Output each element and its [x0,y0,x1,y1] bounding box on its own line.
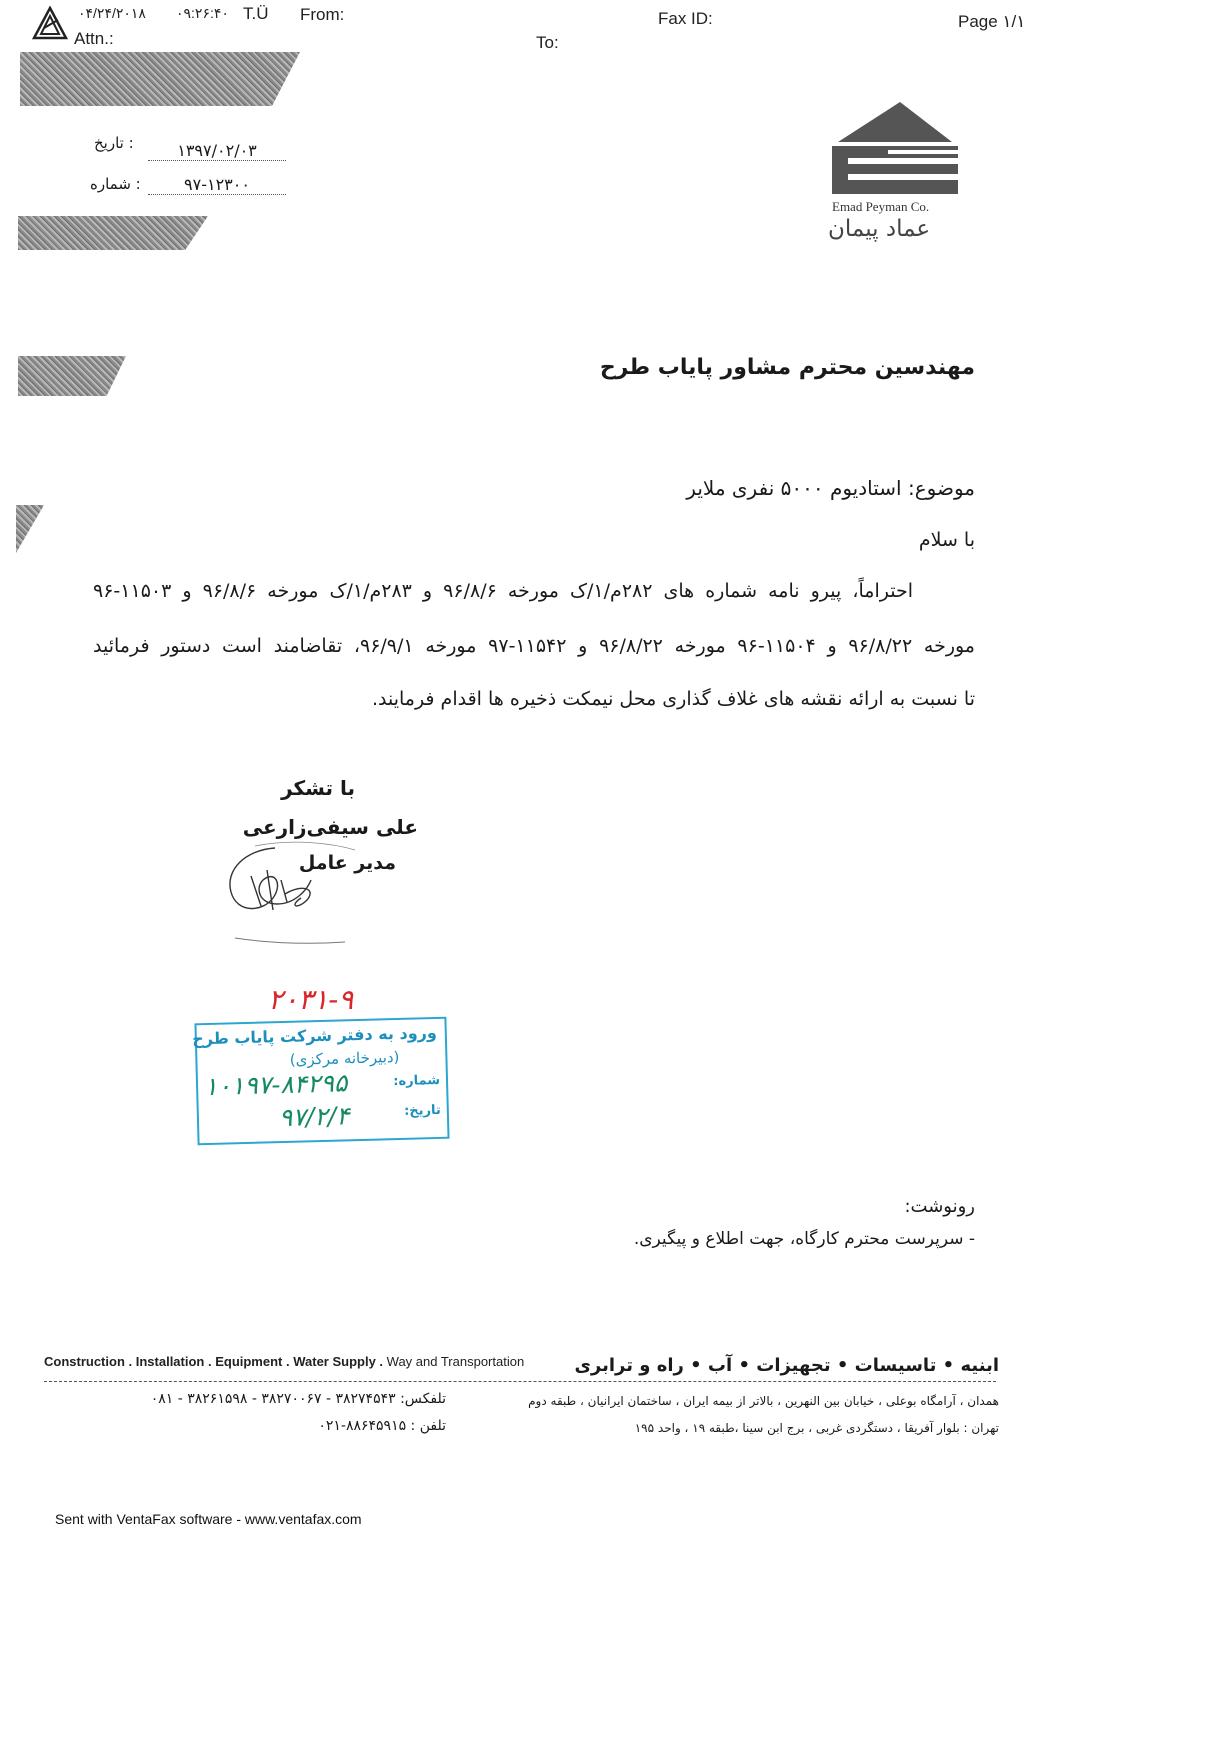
fax-to-label: To: [536,33,559,52]
receipt-stamp [191,1017,449,1146]
signer-title: مدیر عامل [298,852,396,874]
handwritten-ref: ۲۰۳۱-۹ [268,983,354,1016]
stamp-number-value: ۱۰۱۹۷-۸۴۲۹۵ [203,1068,348,1102]
service-water-supply: Water Supply [293,1354,376,1369]
fax-logo-icon [32,6,68,40]
stamp-line1: ورود به دفتر شرکت پایاب طرح [191,1022,438,1049]
tehran-phone: تلفن : ۸۸۶۴۵۹۱۵-۰۲۱ [318,1418,446,1434]
footer-services-en: Construction . Installation . Equipment . Water Supply . Way and Transportation [44,1354,525,1369]
body-line-2: مورخه ۹۶/۸/۲۲ و ۱۱۵۰۴-۹۶ مورخه ۹۶/۸/۲۲ و ۱۱۵۴۲-۹۷ مورخه ۹۶/۹/۱، تقاضامند است دستور فرمائید [93,635,975,657]
signature-scribble [215,840,365,952]
redacted-block-1 [20,52,300,106]
fax-attn-label: Attn.: [74,29,114,48]
redacted-block-4 [16,505,44,553]
service-installation: Installation [135,1354,205,1369]
greeting-line: با سلام [918,529,975,551]
logo-text-en: Emad Peyman Co. [832,199,930,214]
stamp-date-value: ۹۷/۲/۴ [278,1101,350,1133]
hamedan-phone: تلفکس: ۳۸۲۷۴۵۴۳ - ۳۸۲۷۰۰۶۷ - ۳۸۲۶۱۵۹۸ - ۰۸۱ [150,1391,446,1407]
date-value: ۱۳۹۷/۰۲/۰۳ [148,141,286,161]
service-equipment: Equipment [215,1354,283,1369]
number-value: ۹۷-۱۲۳۰۰ [148,175,286,195]
fax-date: ۰۴/۲۴/۲۰۱۸ [78,5,146,21]
body-line-3: تا نسبت به ارائه نقشه های غلاف گذاری محل نیمکت ذخیره ها اقدام فرمایند. [371,688,975,710]
stamp-line2: (دبیرخانه مرکزی) [289,1047,400,1069]
service-construction: Construction [44,1354,125,1369]
fax-time: ۰۹:۲۶:۴۰ [176,5,229,21]
footer-divider [44,1381,996,1382]
stamp-date-label: تاریخ: [403,1102,442,1119]
signer-name: علی سیفی‌زارعی [242,815,418,839]
date-label: : تاریخ [94,134,134,152]
fax-tu: T.Ü [243,4,269,23]
fax-page-label: Page ۱/۱ [958,12,1026,31]
redacted-block-3 [18,356,126,396]
fax-from-label: From: [300,5,345,24]
number-label: : شماره [90,175,141,193]
service-transportation: Way and Transportation [386,1354,525,1369]
ventafax-footer: Sent with VentaFax software - www.ventafax.com [55,1511,362,1527]
cc-label: رونوشت: [904,1196,975,1217]
footer-services-fa: ابنیه • تاسیسات • تجهیزات • آب • راه و ترابری [574,1355,999,1376]
recipient-heading: مهندسین محترم مشاور پایاب طرح [599,355,975,380]
body-line-1: احتراماً، پیرو نامه شماره های ۲۸۲م/۱/ک مورخه ۹۶/۸/۶ و ۲۸۳م/۱/ک مورخه ۹۶/۸/۶ و ۱۱۵۰۳-۹۶ [93,580,913,602]
stamp-number-label: شماره: [393,1072,441,1090]
redacted-block-2 [18,216,208,250]
tehran-address: تهران : بلوار آفریقا ، دستگردی غربی ، برج ابن سینا ،طبقه ۱۹ ، واحد ۱۹۵ [634,1421,999,1435]
fax-id-label: Fax ID: [658,9,713,28]
subject-line: موضوع: استادیوم ۵۰۰۰ نفری ملایر [686,476,975,500]
cc-line: - سرپرست محترم کارگاه، جهت اطلاع و پیگیری. [633,1229,975,1249]
company-logo-icon [832,100,958,196]
logo-text-fa: عماد پیمان [828,216,931,242]
hamedan-address: همدان ، آرامگاه بوعلی ، خیابان بین النهرین ، بالاتر از بیمه ایران ، ساختمان ایرانیان ، طبقه دوم [528,1394,999,1408]
closing: با تشکر [281,776,355,800]
